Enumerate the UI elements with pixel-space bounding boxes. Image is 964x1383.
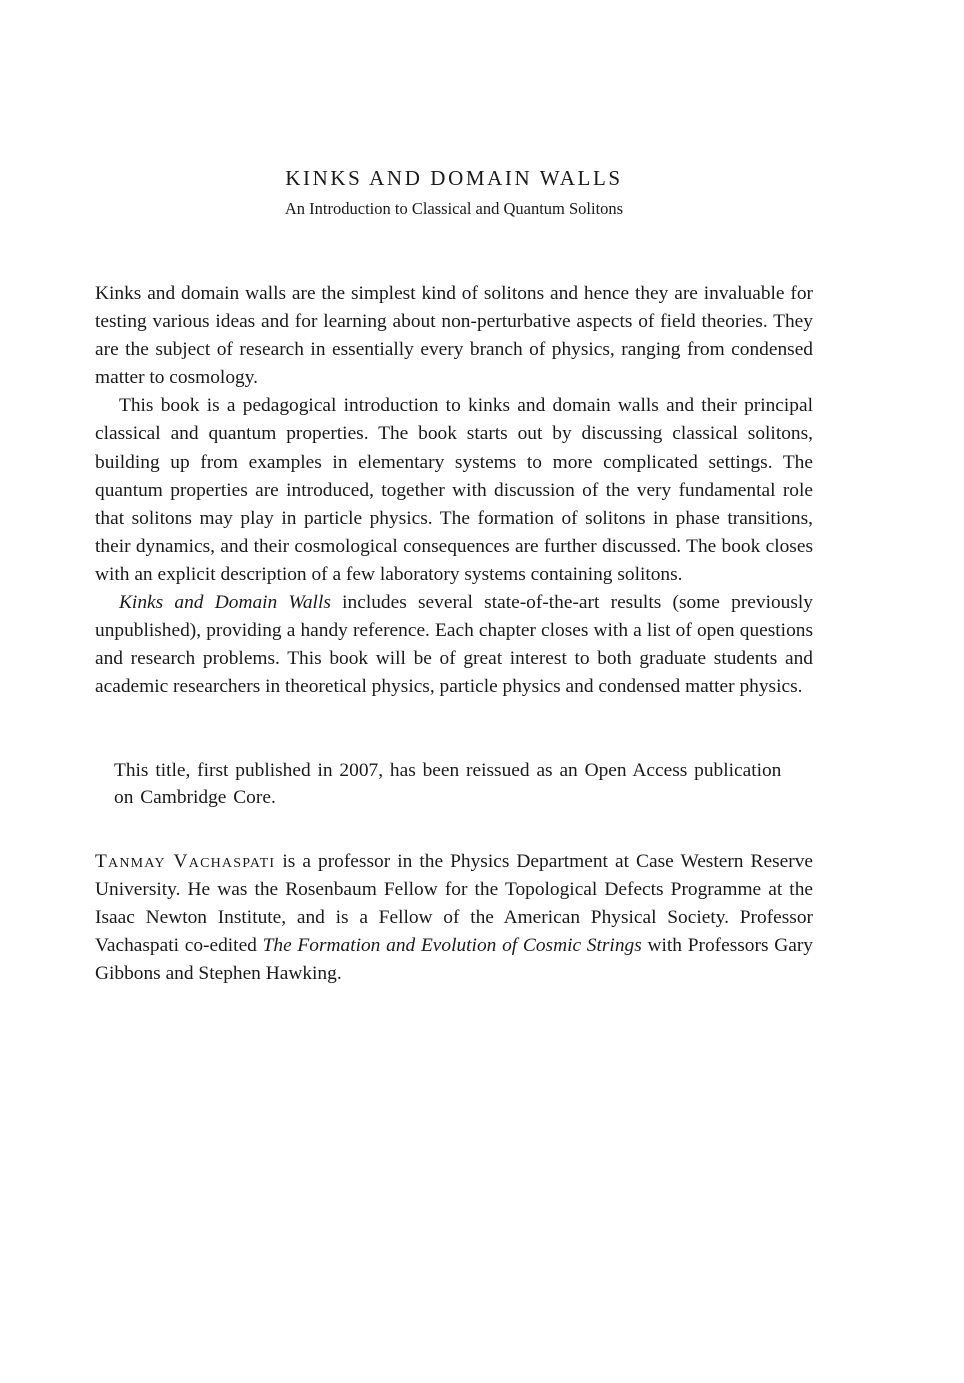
author-name: Tanmay Vachaspati	[95, 851, 276, 872]
open-access-note: This title, first published in 2007, has been reissued as an Open Access publication on Cambridge Core.	[114, 760, 782, 808]
book-description	[95, 280, 813, 701]
description-paragraph-2: This book is a pedagogical introduction to kinks and domain walls and their principal classical and quantum properties. The book starts out by discussing classical solitons, building up from examples in elementary systems to more complicated settings. The quantum properties are introduced, together with discussion of the very fundamental role that solitons may play in particle physics. The formation of solitons in phase transitions, their dynamics, and their cosmological consequences are further discussed. The book closes with an explicit description of a few laboratory systems containing solitons.	[95, 395, 813, 585]
author-bio	[95, 848, 813, 988]
description-paragraph-3-text: includes several state-of-the-art results (some previously unpublished), providing a handy reference. Each chapter closes with a list of open questions and research problems. This book will be of great interest to both graduate students and academic researchers in theoretical physics, particle physics and condensed matter physics.	[95, 592, 814, 698]
author-bio-text-1: is a professor in the Physics Department at Case Western Reserve University. He was the Rosenbaum Fellow for the Topological Defects Programme at the Isaac Newton Institute, and is a Fellow of the American Physical Society. Professor Vachaspati co-edited	[95, 851, 814, 957]
description-paragraph-1: Kinks and domain walls are the simplest kind of solitons and hence they are invaluable for testing various ideas and for learning about non-perturbative aspects of field theories. They are the subject of research in essentially every branch of physics, ranging from condensed matter to cosmology.	[95, 283, 813, 389]
author-bio-text-2: with Professors Gary Gibbons and Stephen Hawking.	[95, 935, 814, 985]
co-edited-book-title: The Formation and Evolution of Cosmic Strings	[262, 935, 642, 957]
book-title: KINKS AND DOMAIN WALLS	[285, 166, 623, 190]
description-paragraph-3	[95, 589, 813, 701]
book-subtitle: An Introduction to Classical and Quantum Solitons	[284, 199, 624, 218]
book-title-italic: Kinks and Domain Walls	[119, 592, 331, 614]
